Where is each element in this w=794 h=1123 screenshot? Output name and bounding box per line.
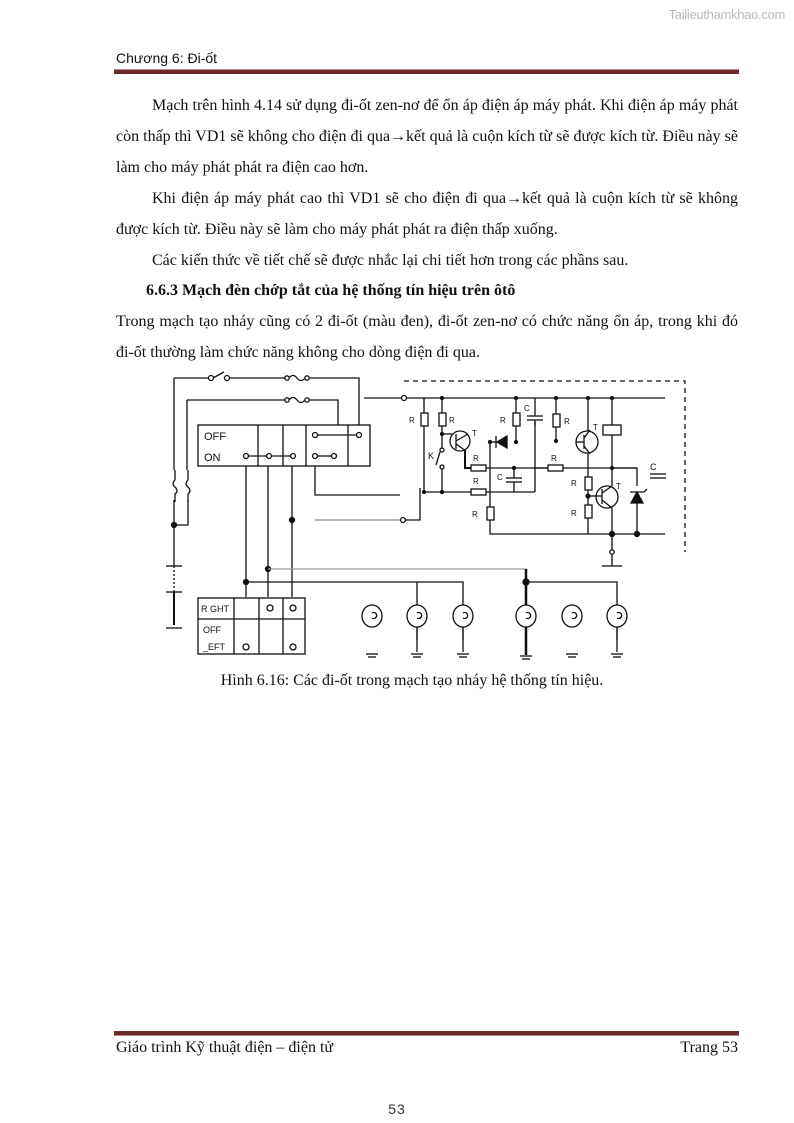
svg-text:K: K xyxy=(428,451,435,461)
svg-text:T: T xyxy=(616,482,621,491)
footer-rule-thin xyxy=(114,1035,739,1036)
header-rule-thick xyxy=(114,70,739,74)
paragraph-3: Các kiến thức về tiết chế sẽ được nhắc lại chi tiết hơn trong các phầns sau. xyxy=(152,252,629,269)
svg-text:R: R xyxy=(500,416,506,425)
footer-page-label: Trang 53 xyxy=(680,1039,738,1056)
svg-text:R: R xyxy=(473,477,479,486)
svg-text:R: R xyxy=(409,416,415,425)
svg-text:C: C xyxy=(650,462,657,472)
svg-text:R: R xyxy=(449,416,455,425)
header-rule xyxy=(114,69,739,74)
watermark: Tailieuthamkhao.com xyxy=(668,7,785,22)
footer-book-title: Giáo trình Kỹ thuật điện – điện tử xyxy=(116,1039,334,1056)
svg-text:T: T xyxy=(593,423,598,432)
circuit-diagram xyxy=(150,362,695,672)
body-text xyxy=(116,90,738,368)
lamp-3 xyxy=(453,605,473,657)
page-number: 53 xyxy=(388,1101,406,1117)
turn-off-label: OFF xyxy=(203,625,221,635)
svg-text:C: C xyxy=(497,473,503,482)
turn-right-label: R GHT xyxy=(201,604,229,614)
svg-text:R: R xyxy=(472,510,478,519)
svg-text:R: R xyxy=(473,454,479,463)
section-paragraph: Trong mạch tạo nháy cũng có 2 đi-ốt (màu đen), đi-ốt zen-nơ có chức năng ổn áp, trong khi đó đi-ốt thường làm chức năng không cho dòng điện đi qua. xyxy=(116,313,738,361)
section-heading: 6.6.3 Mạch đèn chớp tắt của hệ thống tín hiệu trên ôtô xyxy=(146,282,516,299)
svg-text:R: R xyxy=(564,417,570,426)
svg-text:T: T xyxy=(472,429,477,438)
chapter-title: Chương 6: Đi-ốt xyxy=(116,50,218,66)
lamp-5 xyxy=(562,605,582,657)
footer-rule xyxy=(114,1031,739,1036)
paragraph-1: Mạch trên hình 4.14 sử dụng đi-ốt zen-nơ để ổn áp điện áp máy phát. Khi điện áp máy phát còn thấp thì VD1 sẽ không cho điện đi qua→kết quả là cuộn kích từ sẽ được kích từ. Điều này sẽ làm cho máy phát phát ra điện cao hơn. xyxy=(116,97,738,176)
lamp-2 xyxy=(407,605,427,657)
svg-text:R: R xyxy=(571,509,577,518)
turn-left-label: _EFT xyxy=(203,642,226,652)
paragraph-2: Khi điện áp máy phát cao thì VD1 sẽ cho điện đi qua→kết quả là cuộn kích từ sẽ không được kích từ. Điều này sẽ làm cho máy phát phát ra điện thấp xuống. xyxy=(116,190,738,238)
hazard-on-label: ON xyxy=(204,452,221,464)
lamp-1 xyxy=(362,605,382,657)
svg-text:R: R xyxy=(571,479,577,488)
figure-caption: Hình 6.16: Các đi-ốt trong mạch tạo nháy hệ thống tín hiệu. xyxy=(220,672,604,689)
svg-text:C: C xyxy=(524,404,530,413)
lamp-6 xyxy=(607,605,627,657)
svg-text:R: R xyxy=(551,454,557,463)
hazard-off-label: OFF xyxy=(204,431,226,443)
